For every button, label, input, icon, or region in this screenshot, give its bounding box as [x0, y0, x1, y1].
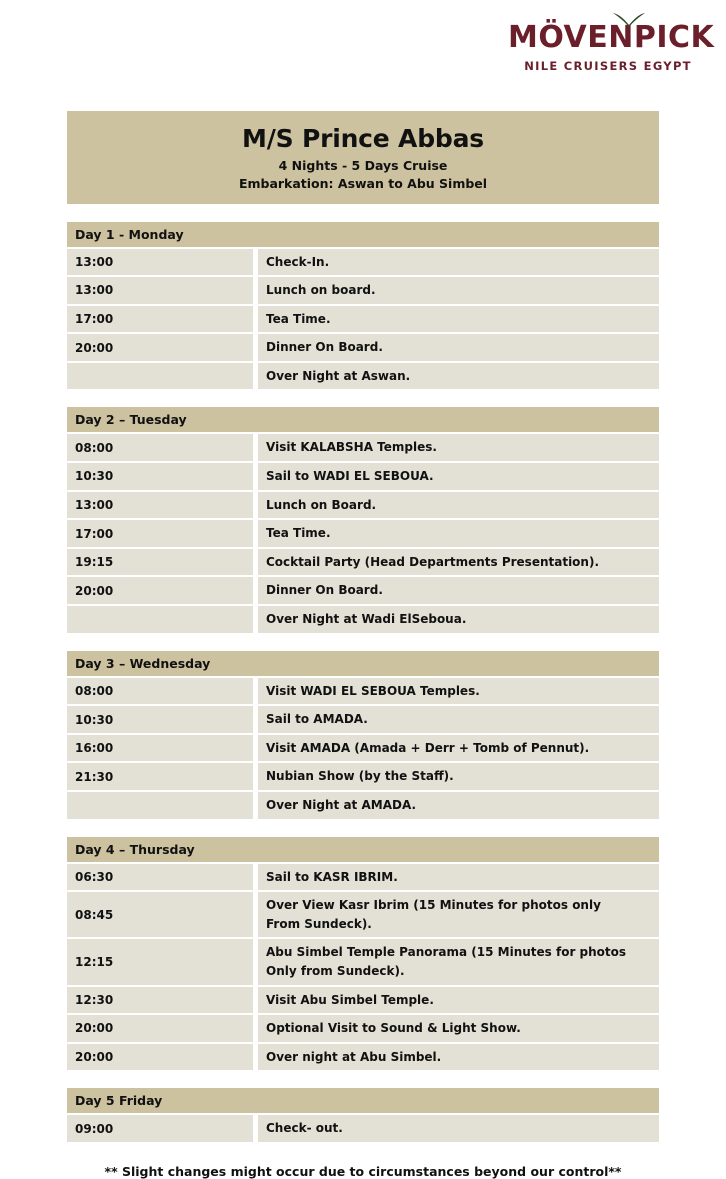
table-row — [67, 763, 659, 792]
footer-disclaimer: ** Slight changes might occur due to circumstances beyond our control** — [104, 1163, 622, 1179]
description-line: Dinner On Board. — [266, 340, 383, 355]
table-row — [67, 334, 659, 363]
day-rows — [67, 864, 659, 1071]
description-line: Optional Visit to Sound & Light Show. — [266, 1021, 521, 1036]
row-time: 10:30 — [67, 463, 253, 490]
description-line: Over Night at AMADA. — [266, 798, 417, 812]
table-row — [67, 864, 659, 893]
row-description — [258, 678, 659, 705]
brand-wordmark: MÖVENPICK — [508, 20, 715, 55]
row-description — [258, 763, 659, 790]
table-row — [67, 520, 659, 549]
row-description — [258, 1015, 659, 1042]
table-row — [67, 792, 659, 819]
row-description — [258, 277, 659, 304]
table-row — [67, 892, 659, 939]
row-time: 12:15 — [67, 939, 253, 984]
table-row — [67, 434, 659, 463]
row-time: 17:00 — [67, 520, 253, 547]
description-line: Tea Time. — [266, 311, 331, 326]
row-description — [258, 706, 659, 733]
table-row — [67, 1115, 659, 1142]
row-description — [258, 987, 659, 1014]
description-line: Over View Kasr Ibrim (15 Minutes for photos only — [266, 898, 601, 913]
description-line: Check-In. — [266, 254, 330, 269]
itinerary-sheet — [67, 111, 659, 1179]
row-time — [67, 792, 253, 819]
day-block — [67, 651, 659, 819]
seagull-icon — [612, 12, 646, 28]
table-row — [67, 306, 659, 335]
table-row — [67, 492, 659, 521]
description-line: Visit KALABSHA Temples. — [266, 440, 437, 455]
row-description — [258, 492, 659, 519]
row-time: 20:00 — [67, 577, 253, 604]
day-rows — [67, 434, 659, 632]
row-description — [258, 249, 659, 276]
row-time: 19:15 — [67, 549, 253, 576]
row-description — [258, 463, 659, 490]
row-description — [258, 792, 659, 819]
table-row — [67, 363, 659, 390]
row-time — [67, 606, 253, 633]
day-rows — [67, 249, 659, 390]
table-row — [67, 277, 659, 306]
row-time: 16:00 — [67, 735, 253, 762]
row-description — [258, 1044, 659, 1071]
row-description — [258, 520, 659, 547]
description-line: Sail to AMADA. — [266, 712, 368, 727]
brand-tagline: NILE CRUISERS EGYPT — [524, 58, 692, 73]
row-time: 08:45 — [67, 892, 253, 937]
day-header: Day 3 – Wednesday — [67, 651, 659, 678]
description-line: Only from Sundeck). — [266, 963, 405, 978]
row-time: 13:00 — [67, 492, 253, 519]
table-row — [67, 1015, 659, 1044]
description-line: Nubian Show (by the Staff). — [266, 769, 454, 784]
day-block — [67, 837, 659, 1071]
description-line: Visit WADI EL SEBOUA Temples. — [266, 683, 480, 698]
day-rows — [67, 678, 659, 819]
description-line: Cocktail Party (Head Departments Presentation). — [266, 554, 600, 569]
day-header: Day 1 - Monday — [67, 222, 659, 249]
description-line: Lunch on board. — [266, 283, 376, 298]
description-line: Sail to WADI EL SEBOUA. — [266, 469, 434, 484]
description-line: Lunch on Board. — [266, 497, 377, 512]
description-line: Over Night at Wadi ElSeboua. — [266, 612, 467, 627]
row-time: 17:00 — [67, 306, 253, 333]
description-line: Over Night at Aswan. — [266, 368, 411, 383]
table-row — [67, 939, 659, 986]
day-header: Day 4 – Thursday — [67, 837, 659, 864]
row-time: 09:00 — [67, 1115, 253, 1142]
title-banner — [67, 111, 659, 204]
description-line: Sail to KASR IBRIM. — [266, 869, 398, 884]
row-time: 20:00 — [67, 1015, 253, 1042]
row-time: 10:30 — [67, 706, 253, 733]
row-time: 12:30 — [67, 987, 253, 1014]
row-description — [258, 577, 659, 604]
table-row — [67, 987, 659, 1016]
description-line: Dinner On Board. — [266, 583, 383, 598]
row-time: 13:00 — [67, 277, 253, 304]
row-description — [258, 864, 659, 891]
row-time: 08:00 — [67, 678, 253, 705]
itinerary-days — [67, 222, 659, 1142]
day-block — [67, 1088, 659, 1142]
row-time — [67, 363, 253, 390]
table-row — [67, 577, 659, 606]
row-description — [258, 1115, 659, 1142]
table-row — [67, 549, 659, 578]
day-header: Day 5 Friday — [67, 1088, 659, 1115]
table-row — [67, 463, 659, 492]
day-rows — [67, 1115, 659, 1142]
brand-logo — [508, 10, 715, 73]
description-line: Visit AMADA (Amada + Derr + Tomb of Pennut). — [266, 740, 590, 755]
description-line: Over night at Abu Simbel. — [266, 1049, 442, 1064]
day-block — [67, 407, 659, 632]
row-description — [258, 334, 659, 361]
row-description — [258, 606, 659, 633]
row-description — [258, 549, 659, 576]
day-block — [67, 222, 659, 390]
row-description — [258, 939, 659, 984]
row-time: 13:00 — [67, 249, 253, 276]
row-time: 20:00 — [67, 334, 253, 361]
page-title: M/S Prince Abbas — [242, 124, 484, 153]
table-row — [67, 706, 659, 735]
row-time: 21:30 — [67, 763, 253, 790]
table-row — [67, 678, 659, 707]
day-header: Day 2 – Tuesday — [67, 407, 659, 434]
description-line: Visit Abu Simbel Temple. — [266, 992, 434, 1007]
row-description — [258, 363, 659, 390]
row-time: 20:00 — [67, 1044, 253, 1071]
table-row — [67, 606, 659, 633]
table-row — [67, 1044, 659, 1071]
table-row — [67, 735, 659, 764]
table-row — [67, 249, 659, 278]
description-line: Abu Simbel Temple Panorama (15 Minutes for photos — [266, 945, 627, 960]
description-line: Tea Time. — [266, 526, 331, 541]
row-time: 06:30 — [67, 864, 253, 891]
row-description — [258, 306, 659, 333]
description-line: Check- out. — [266, 1121, 343, 1136]
cruise-duration: 4 Nights - 5 Days Cruise — [278, 157, 448, 173]
description-line: From Sundeck). — [266, 916, 372, 931]
row-time: 08:00 — [67, 434, 253, 461]
row-description — [258, 434, 659, 461]
embarkation-route: Embarkation: Aswan to Abu Simbel — [238, 175, 488, 191]
row-description — [258, 735, 659, 762]
row-description — [258, 892, 659, 937]
